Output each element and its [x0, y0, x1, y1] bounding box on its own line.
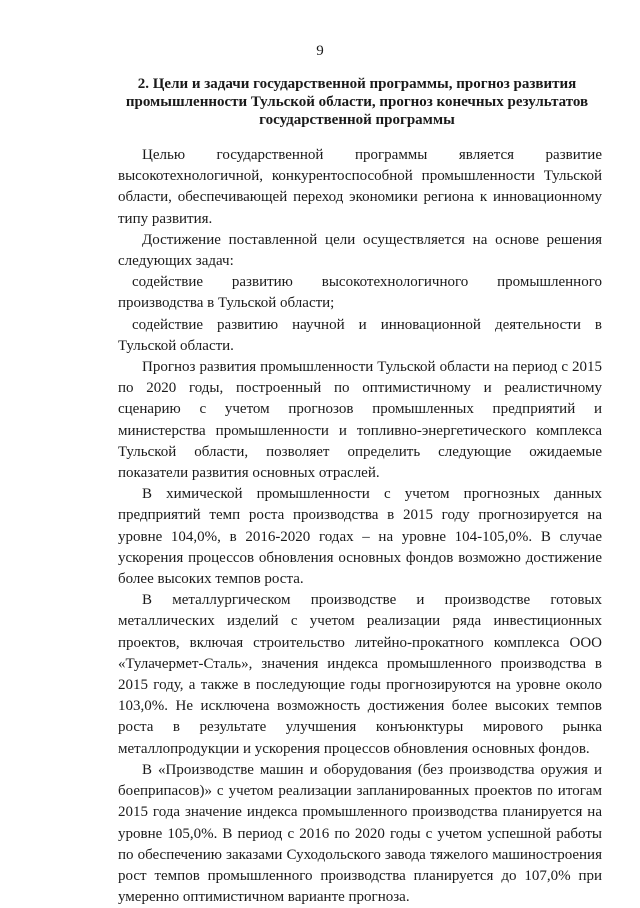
paragraph-machinery: В «Производстве машин и оборудования (без производства оружия и боеприпасов)» с учетом реализации запланированных проектов по итогам 2015 года значение индекса промышленного производства планируется на уровне 105,0%. В период с 2016 по 2020 годы с учетом успешной работы по обеспечению заказами Суходольского завода тяжелого машиностроения рост темпов промышленного производства планируется до 107,0% при умеренно оптимистичном варианте прогноза. [118, 761, 602, 906]
page-number: 9 [316, 43, 324, 59]
paragraph-metallurgy: В металлургическом производстве и производстве готовых металлических изделий с учетом реализации ряда инвестиционных проектов, включая строительство литейно-прокатного комплекса ООО «Тулачермет-Сталь», значения индекса промышленного производства в 2015 году, а также в последующие годы прогнозируются на уровне около 103,0%. Не исключена возможность достижения более высоких темпов роста в результате улучшения конъюнктуры мирового рынка металлопродукции и ускорения процессов обновления основных фондов. [118, 592, 602, 757]
task-item: содействие развитию высокотехнологичного промышленного производства в Тульской области; [118, 274, 602, 312]
paragraph-forecast: Прогноз развития промышленности Тульской области на период с 2015 по 2020 годы, построенный по оптимистичному и реалистичному сценарию с учетом прогнозов промышленных предприятий и министерства промышленности и топливно-энергетического комплекса Тульской области, позволяет определить следующие ожидаемые показатели развития основных отраслей. [118, 359, 602, 482]
document-body [118, 145, 602, 908]
task-item: содействие развитию научной и инновационной деятельности в Тульской области. [118, 316, 602, 354]
section-heading: 2. Цели и задачи государственной программы, прогноз развития промышленности Тульской области, прогноз конечных результатов государственной программы [125, 76, 589, 128]
paragraph-chemical-industry: В химической промышленности с учетом прогнозных данных предприятий темп роста производства в 2015 году прогнозируется на уровне 104,0%, в 2016-2020 годах – на уровне 104-105,0%. В случае ускорения процессов обновления основных фондов возможно достижение более высоких темпов роста. [118, 486, 602, 588]
paragraph-tasks-intro: Достижение поставленной цели осуществляется на основе решения следующих задач: [118, 231, 602, 270]
paragraph-goal: Целью государственной программы является развитие высокотехнологичной, конкурентоспособной промышленности Тульской области, обеспечивающей переход экономики региона к инновационному типу развития. [118, 147, 602, 227]
